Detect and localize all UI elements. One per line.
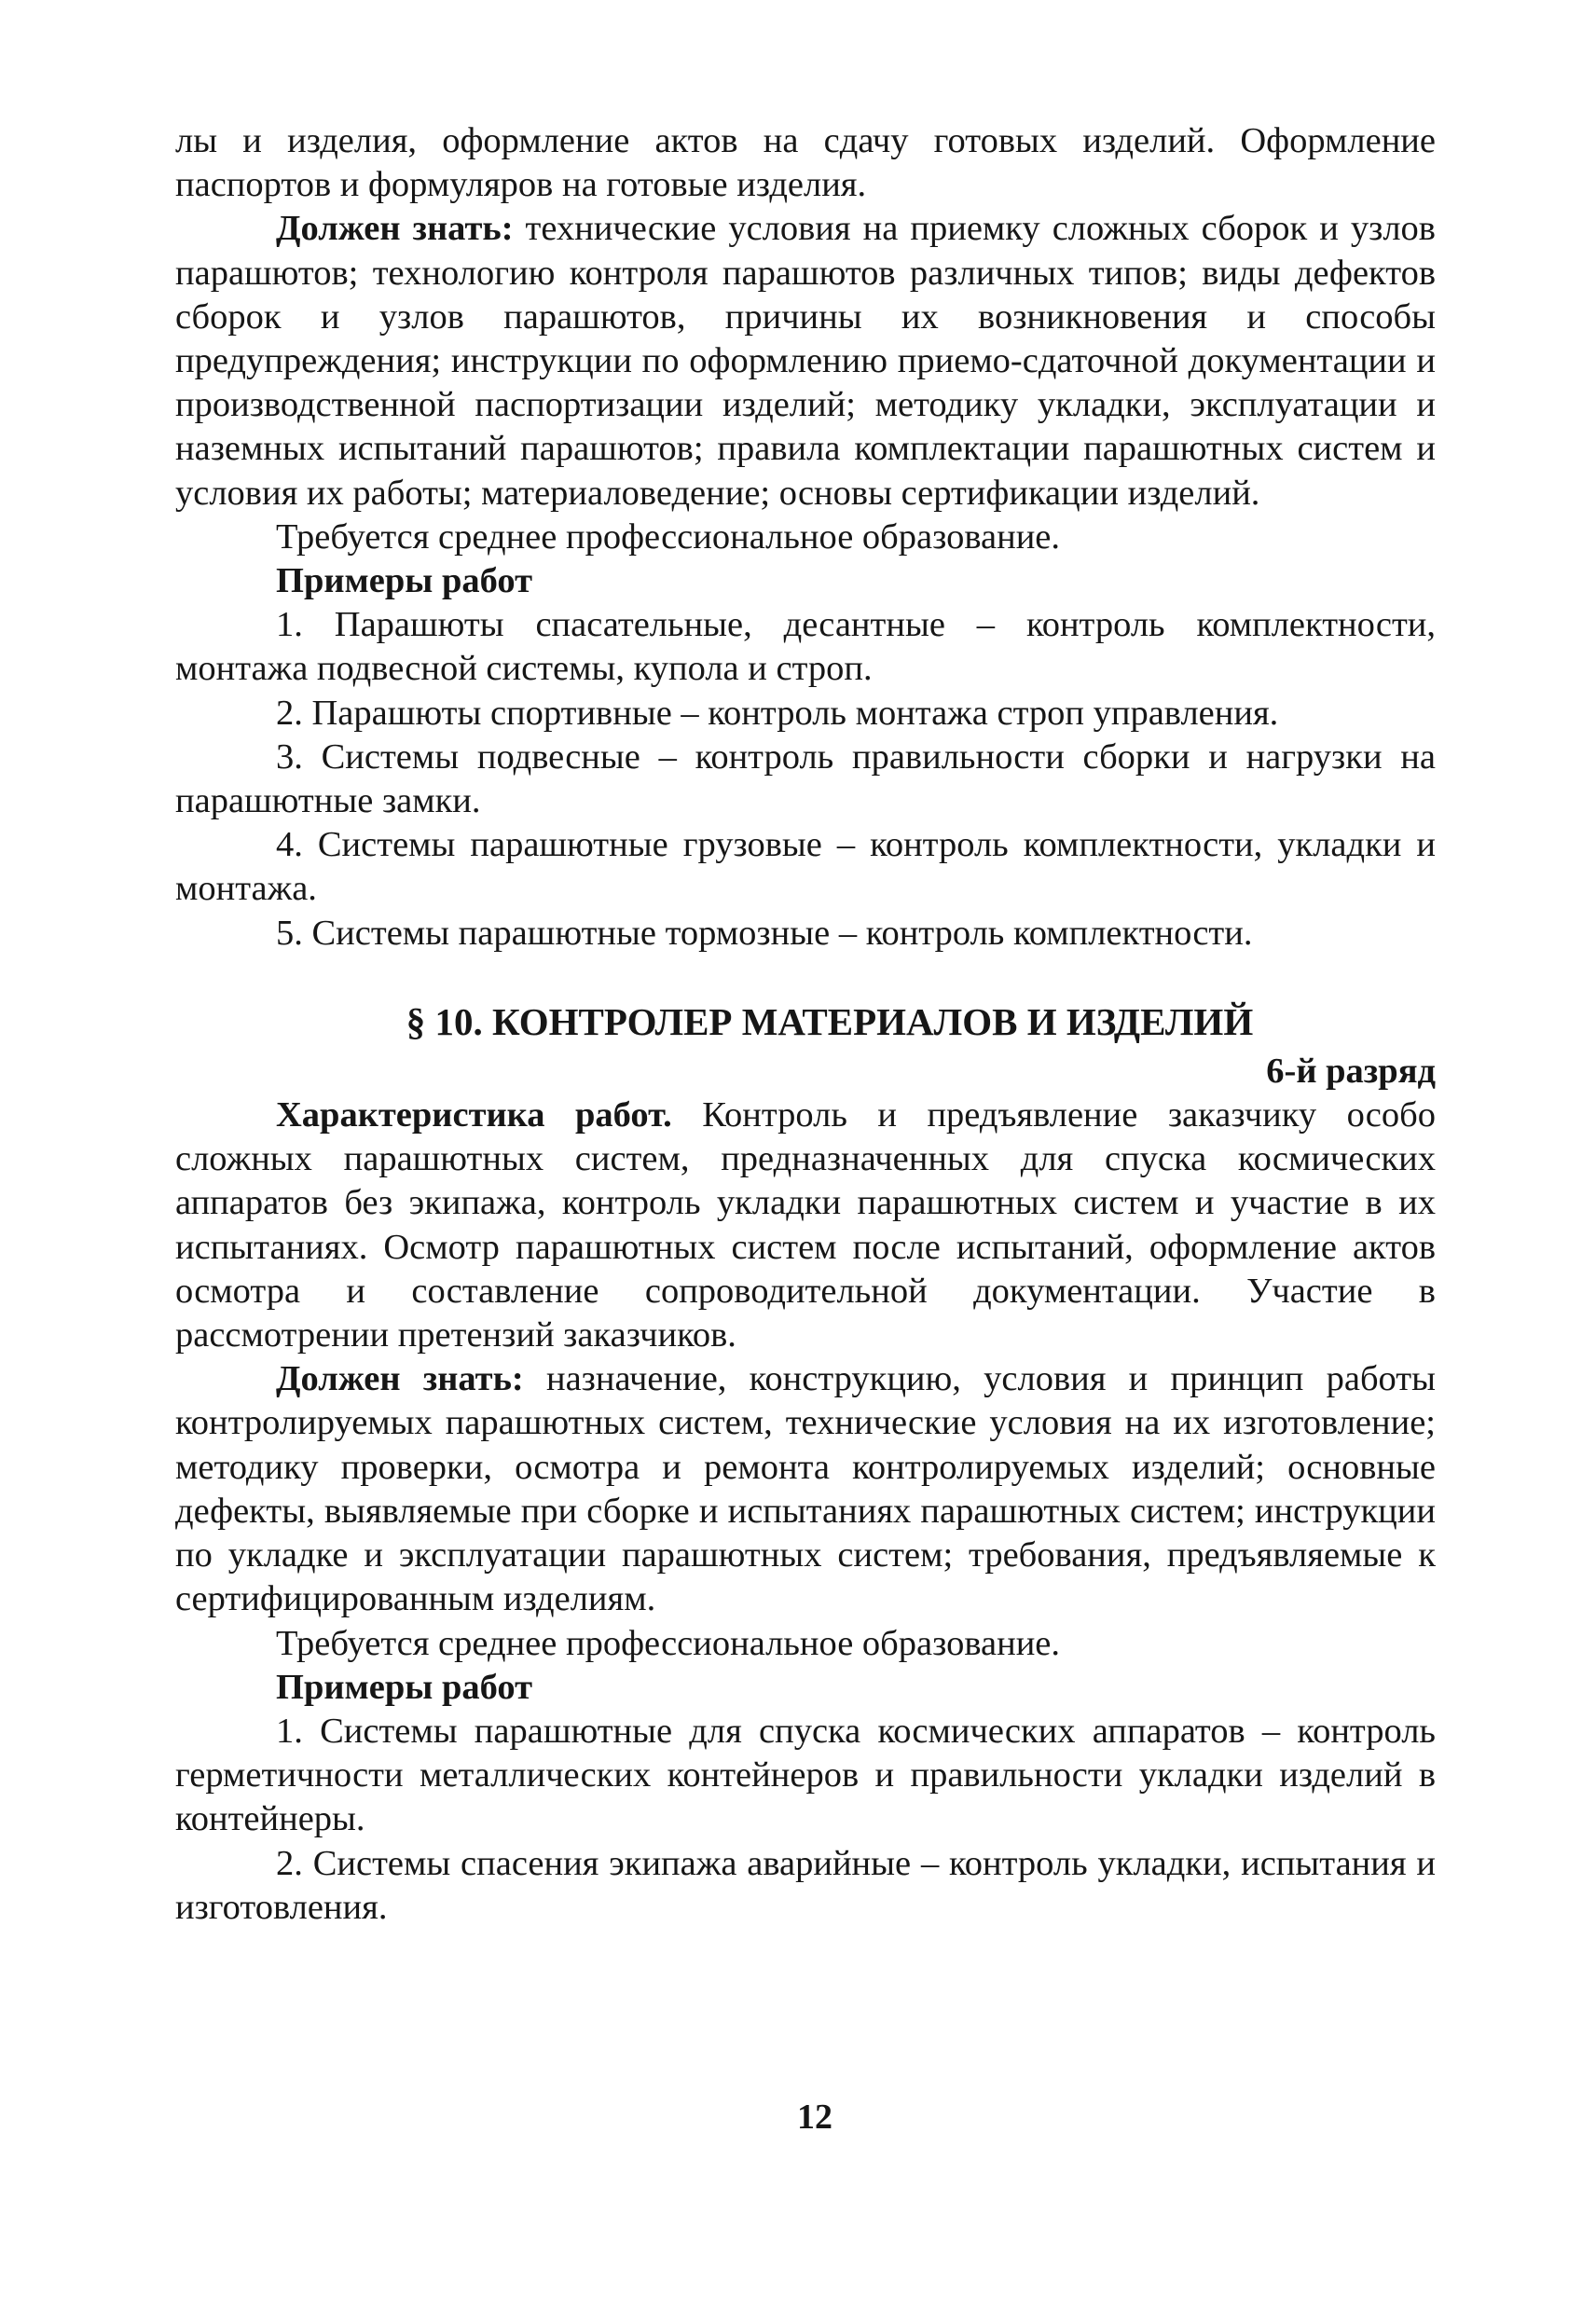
section-heading: § 10. КОНТРОЛЕР МАТЕРИАЛОВ И ИЗДЕЛИЙ	[406, 999, 1254, 1043]
page-body	[175, 119, 1436, 1930]
work-example-item: 1. Системы парашютные для спуска космических аппаратов – контроль герметичности металлических контейнеров и правильности укладки изделий в контейнеры.	[175, 1711, 1436, 1839]
work-example-item: 2. Парашюты спортивные – контроль монтажа строп управления.	[276, 693, 1279, 733]
work-characteristics-text: Контроль и предъявление заказчику особо сложных парашютных систем, предназначенных для спуска космических аппаратов без экипажа, контроль укладки парашютных систем и участие в их испытаниях. Осмотр парашютных систем после испытаний, оформление актов осмотра и составление сопроводительной документации. Участие в рассмотрении претензий заказчиков.	[175, 1095, 1436, 1355]
page-number: 12	[797, 2098, 832, 2137]
work-example-item: 2. Системы спасения экипажа аварийные – контроль укладки, испытания и изготовления.	[175, 1843, 1436, 1927]
work-characteristics-paragraph	[175, 1094, 1436, 1357]
required-knowledge-paragraph	[175, 207, 1436, 515]
required-knowledge-paragraph	[175, 1357, 1436, 1621]
work-example-item: 3. Системы подвесные – контроль правильности сборки и нагрузки на парашютные замки.	[175, 736, 1436, 821]
education-requirement: Требуется среднее профессиональное образование.	[276, 1623, 1061, 1663]
required-knowledge-text: технические условия на приемку сложных сборок и узлов парашютов; технологию контроля парашютов различных типов; виды дефектов сборок и узлов парашютов, причины их возникновения и способы предупреждения; инструкции по оформлению приемо-сдаточной документации и производственной паспортизации изделий; методику укладки, эксплуатации и наземных испытаний парашютов; правила комплектации парашютных систем и условия их работы; материаловедение; основы сертификации изделий.	[175, 209, 1436, 513]
work-examples-title: Примеры работ	[276, 1667, 533, 1707]
work-characteristics-label: Характеристика работ.	[276, 1095, 672, 1135]
work-examples-title: Примеры работ	[276, 561, 533, 601]
qualification-grade: 6-й разряд	[1266, 1051, 1436, 1091]
required-knowledge-label: Должен знать:	[276, 209, 514, 249]
education-requirement: Требуется среднее профессиональное образование.	[276, 516, 1061, 557]
work-example-item: 4. Системы парашютные грузовые – контроль комплектности, укладки и монтажа.	[175, 825, 1436, 909]
required-knowledge-text: назначение, конструкцию, условия и принцип работы контролируемых парашютных систем, технические условия на их изготовление; методику проверки, осмотра и ремонта контролируемых изделий; основные дефекты, выявляемые при сборке и испытаниях парашютных систем; инструкции по укладке и эксплуатации парашютных систем; требования, предъявляемые к сертифицированным изделиям.	[175, 1359, 1436, 1619]
work-example-item: 5. Системы парашютные тормозные – контроль комплектности.	[276, 913, 1253, 953]
continued-paragraph: лы и изделия, оформление актов на сдачу готовых изделий. Оформление паспортов и формуляров на готовые изделия.	[175, 121, 1436, 205]
required-knowledge-label: Должен знать:	[276, 1359, 524, 1399]
work-example-item: 1. Парашюты спасательные, десантные – контроль комплектности, монтажа подвесной системы, купола и строп.	[175, 605, 1436, 689]
